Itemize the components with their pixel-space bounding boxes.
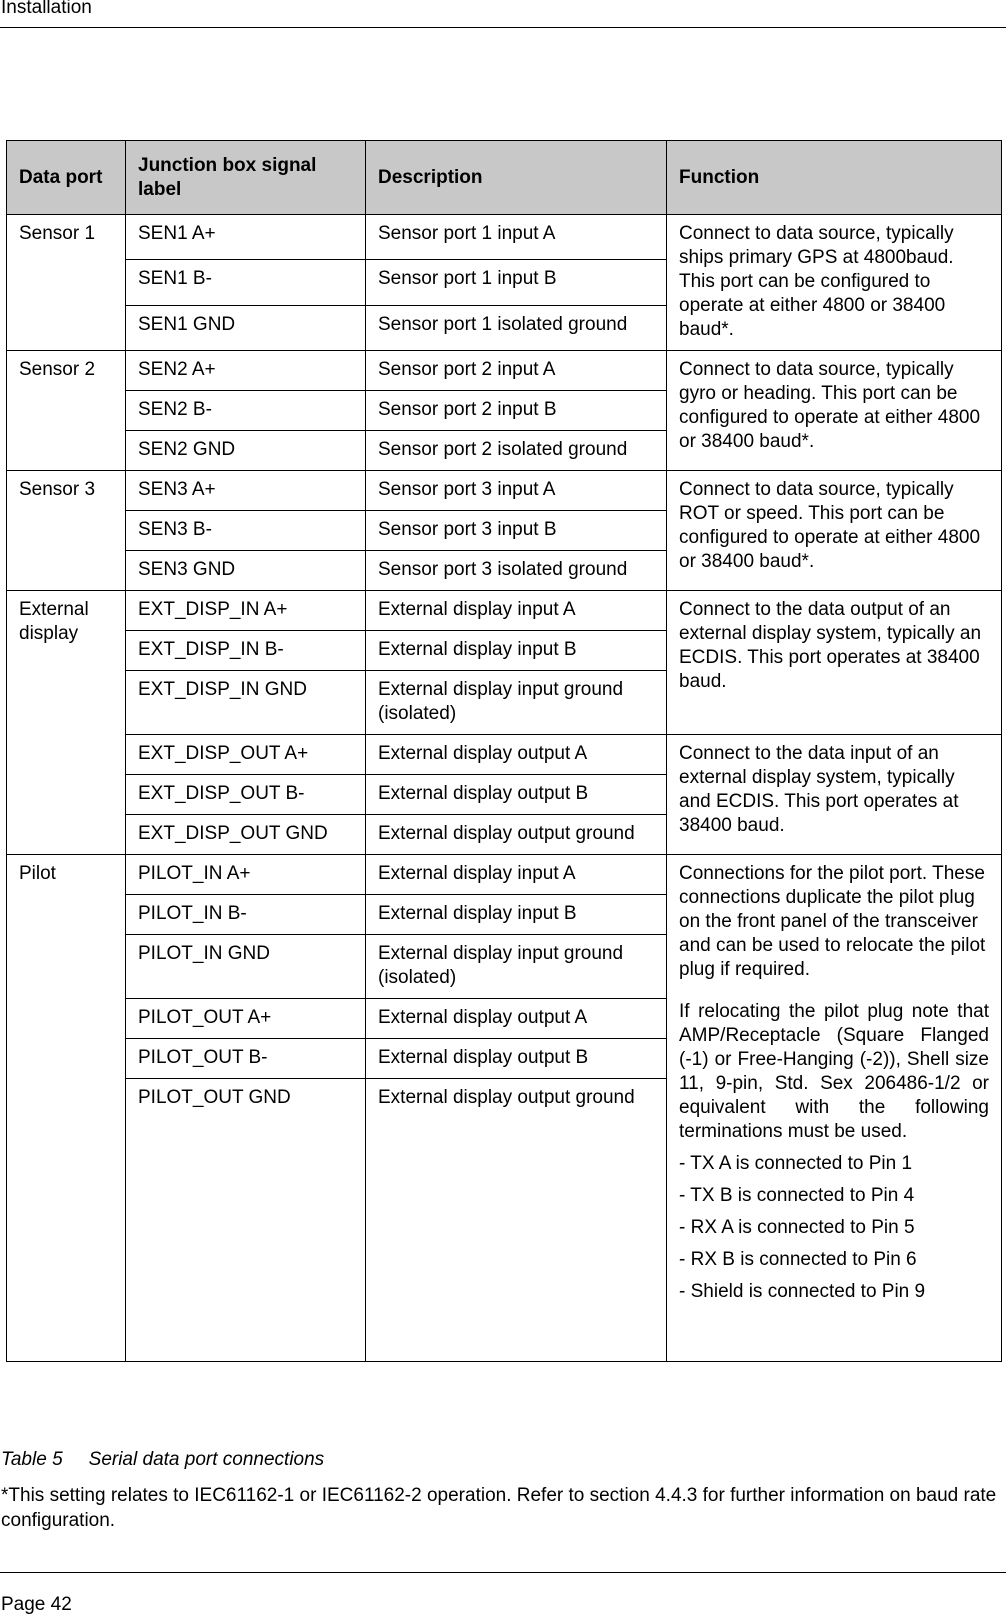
description-cell: Sensor port 3 input B — [366, 511, 667, 551]
table-number: Table 5 — [1, 1449, 63, 1470]
description-cell: External display output B — [366, 1039, 667, 1079]
description-cell: External display input ground (isolated) — [366, 935, 667, 999]
pin-assignment: - RX A is connected to Pin 5 — [679, 1217, 915, 1238]
function-cell: Connect to data source, typically ROT or speed. This port can be configured to operate at either 4800 or 38400 baud*. — [667, 471, 1002, 591]
pin-assignment: - RX B is connected to Pin 6 — [679, 1249, 917, 1270]
signal-label-cell: PILOT_IN B- — [126, 895, 366, 935]
description-cell: Sensor port 1 isolated ground — [366, 305, 667, 350]
description-cell: Sensor port 3 isolated ground — [366, 551, 667, 591]
table-header-row — [7, 141, 1002, 215]
table-caption-text: Serial data port connections — [88, 1449, 325, 1470]
function-cell: Connect to data source, typically ships primary GPS at 4800baud. This port can be configured to operate at either 4800 or 38400 baud*. — [667, 215, 1002, 351]
signal-label-cell: EXT_DISP_IN A+ — [126, 591, 366, 631]
signal-label-cell: EXT_DISP_OUT A+ — [126, 735, 366, 775]
description-cell: External display input A — [366, 591, 667, 631]
description-cell: Sensor port 1 input A — [366, 215, 667, 260]
function-cell: Connect to the data output of an external display system, typically an ECDIS. This port operates at 38400 baud. — [667, 591, 1002, 735]
page-header-title: Installation — [1, 0, 92, 18]
signal-label-cell: SEN2 B- — [126, 391, 366, 431]
description-cell: Sensor port 2 isolated ground — [366, 431, 667, 471]
signal-label-cell: SEN3 A+ — [126, 471, 366, 511]
signal-label-cell: PILOT_IN GND — [126, 935, 366, 999]
description-cell: External display output ground — [366, 815, 667, 855]
data-port-cell: External display — [7, 591, 126, 855]
pilot-relocation-note: If relocating the pilot plug note that AMP/Receptacle (Square Flanged (-1) or Free-Hanging (-2)), Shell size 11, 9-pin, Std. Sex 206486-1/2 or equivalent with the following terminations must be used. — [679, 1001, 989, 1142]
table-row — [7, 471, 1002, 511]
description-cell: External display output ground — [366, 1079, 667, 1362]
signal-label-cell: SEN2 A+ — [126, 351, 366, 391]
description-cell: External display output B — [366, 775, 667, 815]
description-cell: External display input A — [366, 855, 667, 895]
signal-label-cell: EXT_DISP_IN B- — [126, 631, 366, 671]
description-cell: External display output A — [366, 735, 667, 775]
signal-label-cell: PILOT_OUT GND — [126, 1079, 366, 1362]
signal-label-cell: PILOT_IN A+ — [126, 855, 366, 895]
signal-label-cell: SEN1 B- — [126, 260, 366, 305]
pilot-function-intro: Connections for the pilot port. These connections duplicate the pilot plug on the front panel of the transceiver and can be used to relocate the pilot plug if required. — [679, 863, 986, 980]
page-number: Page 42 — [1, 1594, 72, 1615]
table-row — [7, 351, 1002, 391]
description-cell: External display input B — [366, 895, 667, 935]
table-row — [7, 591, 1002, 631]
description-cell: Sensor port 2 input B — [366, 391, 667, 431]
signal-label-cell: SEN2 GND — [126, 431, 366, 471]
pin-assignment: - Shield is connected to Pin 9 — [679, 1281, 926, 1302]
table-row — [7, 855, 1002, 895]
column-header-function: Function — [667, 141, 1002, 215]
signal-label-cell: PILOT_OUT A+ — [126, 999, 366, 1039]
footer-divider — [0, 1572, 1006, 1573]
data-port-cell: Pilot — [7, 855, 126, 1362]
function-cell — [667, 855, 1002, 1362]
data-port-cell: Sensor 2 — [7, 351, 126, 471]
description-cell: External display input B — [366, 631, 667, 671]
column-header-data-port: Data port — [7, 141, 126, 215]
signal-label-cell: PILOT_OUT B- — [126, 1039, 366, 1079]
description-cell: External display output A — [366, 999, 667, 1039]
signal-label-cell: EXT_DISP_IN GND — [126, 671, 366, 735]
signal-label-cell: EXT_DISP_OUT B- — [126, 775, 366, 815]
description-cell: Sensor port 2 input A — [366, 351, 667, 391]
data-port-cell: Sensor 1 — [7, 215, 126, 351]
description-cell: External display input ground (isolated) — [366, 671, 667, 735]
table-row — [7, 215, 1002, 260]
description-cell: Sensor port 3 input A — [366, 471, 667, 511]
signal-label-cell: EXT_DISP_OUT GND — [126, 815, 366, 855]
signal-label-cell: SEN1 GND — [126, 305, 366, 350]
signal-label-cell: SEN3 GND — [126, 551, 366, 591]
baud-rate-footnote: *This setting relates to IEC61162-1 or IEC61162-2 operation. Refer to section 4.4.3 for further information on baud rate configuration. — [1, 1485, 997, 1531]
serial-data-port-table — [6, 140, 1002, 1362]
header-divider — [0, 27, 1006, 28]
pin-assignment: - TX B is connected to Pin 4 — [679, 1185, 915, 1206]
table-caption — [1, 1448, 324, 1472]
column-header-signal-label: Junction box signal label — [126, 141, 366, 215]
function-cell: Connect to the data input of an external display system, typically and ECDIS. This port operates at 38400 baud. — [667, 735, 1002, 855]
signal-label-cell: SEN1 A+ — [126, 215, 366, 260]
description-cell: Sensor port 1 input B — [366, 260, 667, 305]
data-port-cell: Sensor 3 — [7, 471, 126, 591]
pin-assignment: - TX A is connected to Pin 1 — [679, 1153, 913, 1174]
function-cell: Connect to data source, typically gyro or heading. This port can be configured to operate at either 4800 or 38400 baud*. — [667, 351, 1002, 471]
table-row — [7, 735, 1002, 775]
signal-label-cell: SEN3 B- — [126, 511, 366, 551]
column-header-description: Description — [366, 141, 667, 215]
